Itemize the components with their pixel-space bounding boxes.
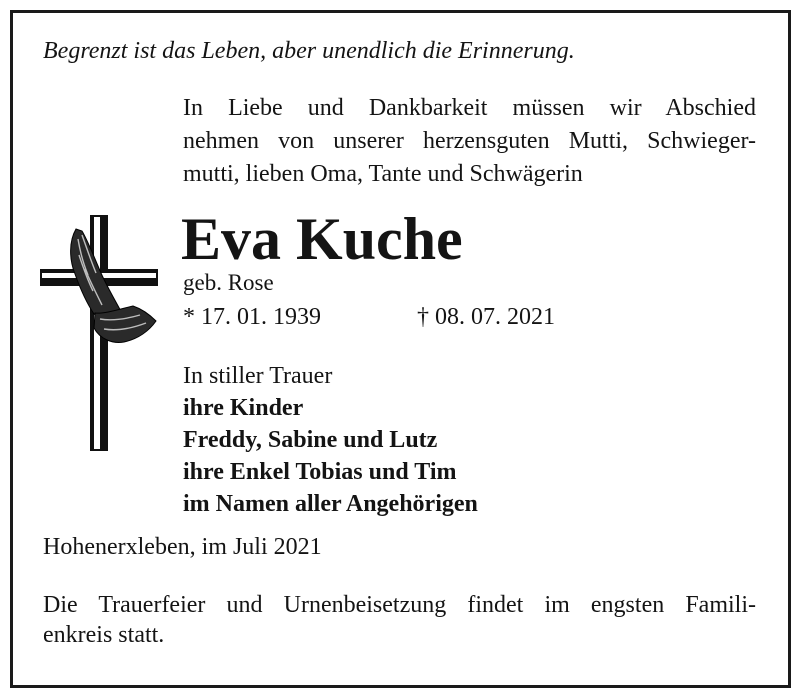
maiden-name: geb. Rose — [183, 270, 274, 295]
mourner-line: Freddy, Sabine und Lutz — [183, 427, 438, 453]
intro-line: In Liebe und Dankbarkeit müssen wir Abschied — [183, 95, 756, 121]
mourner-line: ihre Kinder — [183, 395, 304, 421]
birth-date: * 17. 01. 1939 — [183, 304, 321, 330]
place-date: Hohenerxleben, im Juli 2021 — [43, 534, 322, 560]
notice-line: enkreis statt. — [43, 622, 165, 648]
mourners-block — [183, 360, 478, 520]
cross-with-praying-hands-icon — [38, 211, 162, 455]
notice-line: Die Trauerfeier und Urnenbeisetzung findet im engsten Famili- — [43, 592, 756, 618]
mourner-line: ihre Enkel Tobias und Tim — [183, 459, 457, 485]
mourner-line: im Namen aller Angehörigen — [183, 491, 478, 517]
motto: Begrenzt ist das Leben, aber unendlich die Erinnerung. — [43, 38, 575, 64]
death-date: † 08. 07. 2021 — [417, 304, 555, 330]
funeral-notice — [43, 590, 756, 650]
intro-line: mutti, lieben Oma, Tante und Schwägerin — [183, 161, 583, 187]
intro-text — [183, 92, 756, 191]
mourners-heading: In stiller Trauer — [183, 363, 333, 389]
deceased-name: Eva Kuche — [181, 206, 463, 272]
intro-line: nehmen von unserer herzensguten Mutti, Schwieger- — [183, 128, 756, 154]
